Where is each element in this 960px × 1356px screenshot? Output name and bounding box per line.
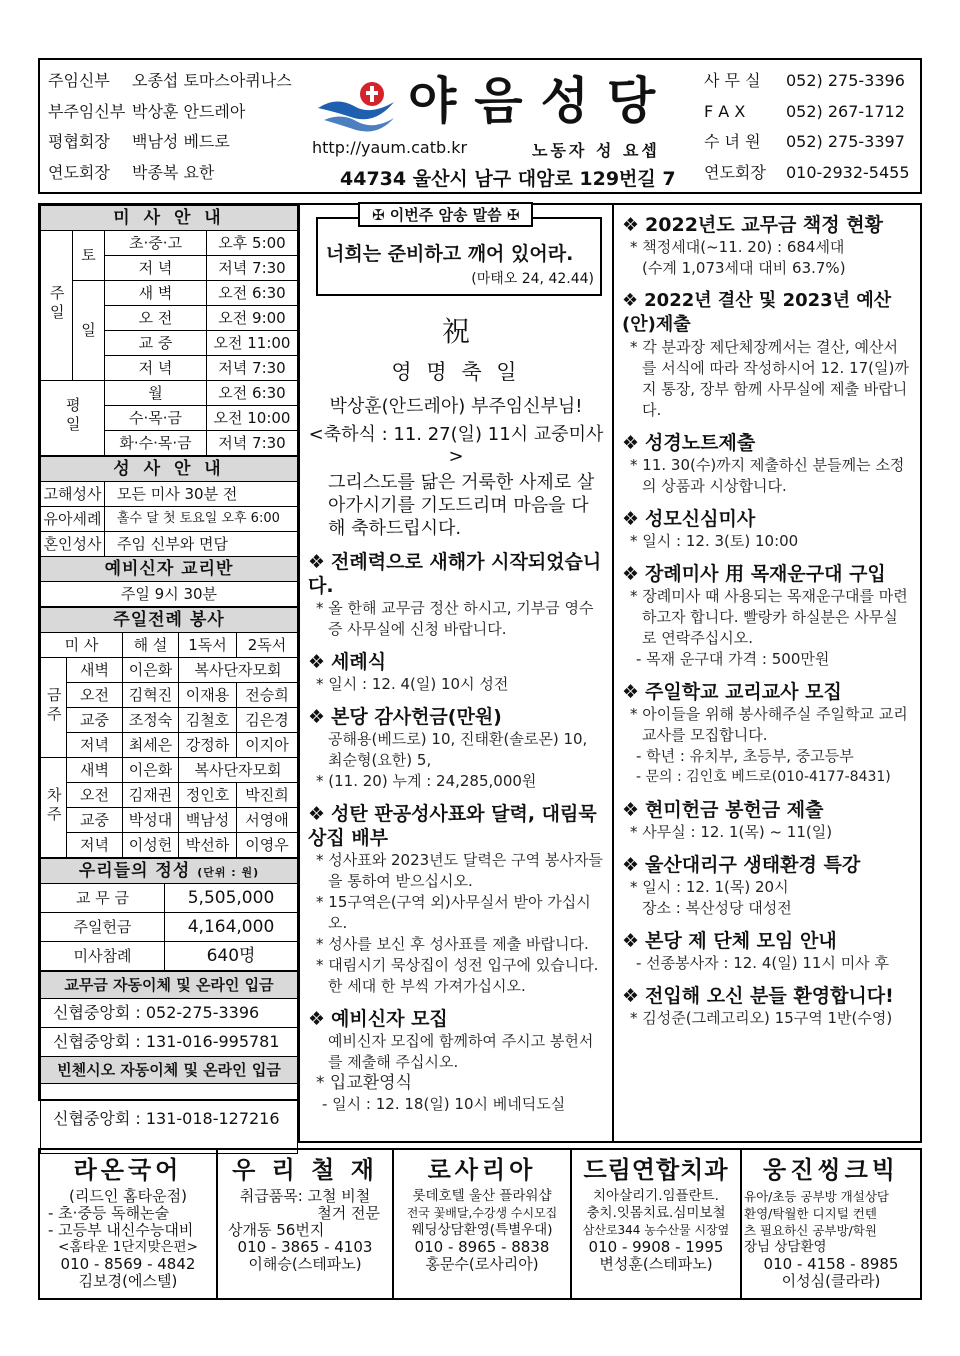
ad-box[interactable] bbox=[572, 1150, 742, 1298]
verse-source: (마태오 24, 42.44) bbox=[471, 271, 594, 287]
service-header: 1독서 bbox=[179, 633, 237, 658]
contact-value: 052) 267-1712 bbox=[786, 101, 905, 121]
mass-table bbox=[40, 205, 298, 456]
sat-label: 토 bbox=[73, 231, 105, 281]
mass-who: 초·중·고 bbox=[105, 231, 207, 256]
notice-item: * 책정세대(~11. 20) : 684세대 bbox=[630, 238, 845, 256]
section-title: ❖ 2022년 결산 및 2023년 예산(안)제출 bbox=[622, 290, 892, 335]
ad-contact: 이해승(스테파노) bbox=[248, 1255, 362, 1273]
notice-item: - 학년 : 유치부, 초등부, 중고등부 bbox=[636, 747, 854, 765]
notice-item: 공해용(베드로) 10, 진태환(솔로몬) 10, 최순형(요한) 5, bbox=[328, 730, 588, 769]
section-title: ❖ 주일학교 교리교사 모집 bbox=[622, 681, 842, 703]
accounts-title-2: 빈첸시오 자동이체 및 온라인 입금 bbox=[41, 1057, 298, 1084]
celebration-body: 그리스도를 닮은 거룩한 사제로 살아가시기를 기도드리며 마음을 다해 축하드립시다. bbox=[328, 472, 595, 539]
person-name: 박종복 요한 bbox=[132, 162, 215, 182]
ad-box[interactable] bbox=[394, 1150, 572, 1298]
offering-value: 4,164,000 bbox=[165, 913, 298, 942]
offering-key: 주일헌금 bbox=[41, 913, 165, 942]
middle-column bbox=[298, 203, 614, 1143]
section-title: ❖ 예비신자 모집 bbox=[308, 1008, 448, 1030]
section-title: ❖ 2022년도 교무금 책정 현황 bbox=[622, 214, 883, 236]
mass-who: 저 녁 bbox=[105, 256, 207, 281]
diamond-icon: ❖ bbox=[622, 985, 640, 1007]
notice-item: * 성사표와 2023년도 달력은 구역 봉사자들을 통하여 받으십시오. bbox=[316, 851, 603, 890]
service-table bbox=[40, 607, 298, 858]
catechumen-time: 주일 9시 30분 bbox=[41, 582, 298, 607]
ad-line: 환영/탁월한 디지털 컨텐 bbox=[744, 1206, 877, 1221]
service-reader: 이재용 bbox=[179, 683, 237, 708]
celebration-title: 영 명 축 일 bbox=[391, 360, 521, 384]
diamond-icon: ❖ bbox=[622, 854, 640, 876]
ad-line: - 고등부 내신수능대비 bbox=[48, 1221, 194, 1239]
section-title: ❖ 세례식 bbox=[308, 651, 387, 673]
mass-time: 저녁 7:30 bbox=[207, 356, 298, 381]
service-header: 미 사 bbox=[41, 633, 123, 658]
service-mass: 오전 bbox=[67, 783, 123, 808]
service-mass: 저녁 bbox=[67, 733, 123, 758]
ads-row bbox=[38, 1148, 922, 1300]
section-title: ❖ 성경노트제출 bbox=[622, 432, 756, 454]
ad-box[interactable] bbox=[40, 1150, 218, 1298]
role: 연도회장 bbox=[48, 162, 110, 182]
diamond-icon: ❖ bbox=[622, 214, 640, 236]
notice-item: * 일시 : 12. 3(토) 10:00 bbox=[630, 532, 799, 550]
service-commentator: 이성헌 bbox=[123, 833, 179, 858]
ad-phone: 010 - 8569 - 4842 bbox=[60, 1255, 196, 1273]
celebration-mass: <축하식 : 11. 27(일) 11시 교중미사> bbox=[308, 424, 604, 467]
service-reader: 서영애 bbox=[237, 808, 298, 833]
service-reader: 복사단자모회 bbox=[179, 658, 298, 683]
section-title: ❖ 성탄 판공성사표와 달력, 대림묵상집 배부 bbox=[308, 803, 597, 849]
notice-item: * 각 분과장 제단체장께서는 결산, 예산서를 서식에 따라 작성하시어 12. 17(일)까지 통장, 장부 함께 사무실에 제출 바랍니다. bbox=[630, 338, 909, 419]
ad-phone: 010 - 3865 - 4103 bbox=[237, 1238, 373, 1256]
service-commentator: 이은화 bbox=[123, 658, 179, 683]
offering-unit: (단위 : 원) bbox=[197, 865, 260, 879]
service-commentator: 김재권 bbox=[123, 783, 179, 808]
notice-item: - 문의 : 김인호 베드로(010-4177-8431) bbox=[636, 769, 891, 785]
sacrament-value: 모든 미사 30분 전 bbox=[105, 482, 298, 507]
ad-line: 전국 꽃배달,수강생 수시모집 bbox=[406, 1206, 558, 1220]
offering-table bbox=[40, 858, 298, 971]
sun-label: 일 bbox=[73, 281, 105, 381]
notice-item: (수계 1,073세대 대비 63.7%) bbox=[642, 259, 846, 277]
diamond-icon: ❖ bbox=[622, 432, 640, 454]
mass-title: 미 사 안 내 bbox=[41, 206, 298, 231]
notice-item: * 아이들을 위해 봉사해주실 주일학교 교리교사를 모집합니다. bbox=[630, 705, 908, 744]
diamond-icon: ❖ bbox=[622, 930, 640, 952]
catechumen-title: 예비신자 교리반 bbox=[41, 557, 298, 582]
contact-label: 사 무 실 bbox=[704, 71, 761, 90]
service-commentator: 박성대 bbox=[123, 808, 179, 833]
offering-key: 교 무 금 bbox=[41, 884, 165, 913]
mass-who: 월 bbox=[105, 381, 207, 406]
service-reader: 강정하 bbox=[179, 733, 237, 758]
person-name: 오종섭 토마스아퀴나스 bbox=[132, 71, 292, 90]
celebration-name: 박상훈(안드레아) 부주임신부님! bbox=[329, 396, 583, 417]
service-reader: 김은경 bbox=[237, 708, 298, 733]
sacrament-table bbox=[40, 456, 298, 607]
service-commentator: 조정숙 bbox=[123, 708, 179, 733]
service-reader: 박선하 bbox=[179, 833, 237, 858]
left-column bbox=[38, 203, 298, 1128]
weekday-label: 평일 bbox=[41, 381, 105, 456]
diamond-icon: ❖ bbox=[622, 508, 640, 530]
offering-value: 5,505,000 bbox=[165, 884, 298, 913]
clergy-row bbox=[48, 127, 308, 158]
parish-address: 44734 울산시 남구 대암로 129번길 7 bbox=[340, 168, 676, 190]
person-name: 박상훈 안드레아 bbox=[132, 101, 246, 121]
clergy-row bbox=[48, 66, 308, 97]
mass-who: 수·목·금 bbox=[105, 406, 207, 431]
contact-label: F A X bbox=[704, 101, 746, 121]
section-title: ❖ 전례력으로 새해가 시작되었습니다. bbox=[308, 551, 602, 597]
ad-phone: 010 - 8965 - 8838 bbox=[414, 1238, 550, 1256]
ad-contact: 홍문수(로사리아) bbox=[425, 1255, 539, 1273]
accounts-table bbox=[40, 971, 298, 1154]
parish-url[interactable]: http://yaum.catb.kr bbox=[312, 138, 468, 157]
notice-item: * 사무실 : 12. 1(목) ~ 11(일) bbox=[630, 823, 833, 841]
ad-line: 장님 상담환영 bbox=[744, 1239, 827, 1255]
ad-contact: 이성심(클라라) bbox=[781, 1272, 881, 1290]
service-mass: 오전 bbox=[67, 683, 123, 708]
mass-who: 오 전 bbox=[105, 306, 207, 331]
service-title: 주일전례 봉사 bbox=[41, 608, 298, 633]
service-commentator: 최세은 bbox=[123, 733, 179, 758]
service-mass: 교중 bbox=[67, 708, 123, 733]
service-reader: 김철호 bbox=[179, 708, 237, 733]
ad-contact: 변성훈(스테파노) bbox=[599, 1255, 713, 1273]
sacrament-value: 홀수 달 첫 토요일 오후 6:00 bbox=[105, 507, 298, 532]
role: 평협회장 bbox=[48, 132, 110, 151]
service-reader: 박진희 bbox=[237, 783, 298, 808]
ad-box[interactable] bbox=[742, 1150, 920, 1298]
notice-subtitle: * 입교환영식 bbox=[316, 1073, 413, 1093]
ad-phone: 010 - 9908 - 1995 bbox=[588, 1238, 724, 1256]
person-name: 백남성 베드로 bbox=[132, 132, 230, 151]
notice-item: * 김성준(그레고리오) 15구역 1반(수영) bbox=[630, 1009, 893, 1027]
weekly-verse: 너희는 준비하고 깨어 있어라. bbox=[326, 243, 574, 265]
section-title: ❖ 본당 감사헌금(만원) bbox=[308, 706, 502, 728]
contact-label: 수 녀 원 bbox=[704, 132, 761, 151]
ad-line: 웨딩상담환영(특별우대) bbox=[411, 1222, 553, 1238]
ad-line: 유아/초등 공부방 개설상담 bbox=[744, 1189, 889, 1204]
ad-line: 삼산로344 농수산물 시장옆 bbox=[582, 1223, 730, 1237]
service-mass: 새벽 bbox=[67, 758, 123, 783]
clergy-row bbox=[48, 158, 308, 189]
notice-item: * 일시 : 12. 4(일) 10시 성전 bbox=[316, 675, 509, 693]
diamond-icon: ❖ bbox=[308, 551, 326, 573]
mass-who: 저 녁 bbox=[105, 356, 207, 381]
notice-item: * 장례미사 때 사용되는 목재운구대를 마련하고자 합니다. 빨랑카 하실분은 사무실로 연락주십시오. bbox=[630, 587, 908, 647]
sacrament-key: 유아세례 bbox=[41, 507, 105, 532]
parish-title: 야음성당 bbox=[408, 72, 674, 130]
role: 부주임신부 bbox=[48, 101, 126, 121]
header bbox=[38, 58, 922, 194]
ad-title: 드림연합치과 bbox=[583, 1156, 729, 1184]
notice-item: * 대림시기 묵상집이 성전 입구에 있습니다. 한 세대 한 부씩 가져가십시오. bbox=[316, 956, 599, 995]
service-header: 해 설 bbox=[123, 633, 179, 658]
diamond-icon: ❖ bbox=[622, 563, 640, 585]
celebration-icon: 祝 bbox=[441, 315, 470, 348]
mass-time: 저녁 7:30 bbox=[207, 256, 298, 281]
service-reader: 전승희 bbox=[237, 683, 298, 708]
contact-value: 052) 275-3396 bbox=[786, 71, 905, 90]
contact-row bbox=[704, 158, 918, 189]
patron-saint: 노동자 성 요셉 bbox=[532, 141, 660, 160]
ad-phone: 010 - 4158 - 8985 bbox=[763, 1255, 899, 1273]
sacrament-title: 성 사 안 내 bbox=[41, 457, 298, 482]
ad-line: - 초·중등 독해논술 bbox=[48, 1204, 170, 1222]
ad-line: 상개동 56번지 bbox=[228, 1221, 325, 1239]
ad-line: 츠 필요하신 공부방/학원 bbox=[744, 1223, 877, 1238]
ad-line: 취급품목: 고철 비철 bbox=[239, 1187, 371, 1205]
ad-line: 철거 전문 bbox=[317, 1204, 380, 1222]
notice-item: * 15구역은(구역 외)사무실서 받아 가십시오. bbox=[316, 893, 591, 932]
contact-label: 연도회장 bbox=[704, 162, 766, 182]
ad-line: (리드인 홈타운점) bbox=[69, 1187, 187, 1205]
diamond-icon: ❖ bbox=[622, 799, 640, 821]
ad-line: 충치.잇몸치료.심미보철 bbox=[586, 1205, 726, 1221]
account-line: 신협중앙회 : 052-275-3396 bbox=[41, 999, 298, 1028]
mass-who: 교 중 bbox=[105, 331, 207, 356]
notice-item: 예비신자 모집에 함께하여 주시고 봉헌서를 제출해 주십시오. bbox=[328, 1032, 594, 1071]
diamond-icon: ❖ bbox=[308, 1008, 326, 1030]
diamond-icon: ❖ bbox=[308, 706, 326, 728]
mass-time: 오전 6:30 bbox=[207, 381, 298, 406]
next-week-label: 차주 bbox=[41, 758, 67, 858]
notice-item: * 일시 : 12. 1(목) 20시 bbox=[630, 878, 789, 896]
notice-item: 장소 : 복산성당 대성전 bbox=[642, 899, 792, 917]
service-commentator: 이은화 bbox=[123, 758, 179, 783]
mass-who: 새 벽 bbox=[105, 281, 207, 306]
service-reader: 이영우 bbox=[237, 833, 298, 858]
parish-logo-icon bbox=[314, 78, 400, 136]
ad-title: 웅진씽크빅 bbox=[763, 1156, 899, 1184]
section-title: ❖ 장례미사 用 목재운구대 구입 bbox=[622, 563, 886, 585]
sunday-label: 주일 bbox=[41, 231, 73, 381]
sacrament-key: 고해성사 bbox=[41, 482, 105, 507]
diamond-icon: ❖ bbox=[622, 681, 640, 703]
account-line: 신협중앙회 : 131-018-127216 bbox=[41, 1084, 298, 1154]
weekly-verse-tab: ✠ 이번주 암송 말씀 ✠ bbox=[358, 202, 533, 227]
account-line: 신협중앙회 : 131-016-995781 bbox=[41, 1028, 298, 1057]
accounts-title-1: 교무금 자동이체 및 온라인 입금 bbox=[41, 972, 298, 999]
ad-title: 라온국어 bbox=[73, 1156, 183, 1184]
clergy-list bbox=[48, 66, 308, 188]
section-title: ❖ 현미헌금 봉헌금 제출 bbox=[622, 799, 824, 821]
ad-line: <홈타운 1단지맞은편> bbox=[58, 1239, 198, 1255]
service-mass: 새벽 bbox=[67, 658, 123, 683]
diamond-icon: ❖ bbox=[622, 290, 639, 311]
notice-item: - 목재 운구대 가격 : 500만원 bbox=[636, 650, 830, 668]
service-reader: 복사단자모회 bbox=[179, 758, 298, 783]
notice-item: - 선종봉사자 : 12. 4(일) 11시 미사 후 bbox=[636, 954, 889, 972]
ad-line: 치아살리기.임플란트. bbox=[593, 1188, 719, 1204]
mass-who: 화·수·목·금 bbox=[105, 431, 207, 456]
offering-key: 미사참례 bbox=[41, 942, 165, 971]
service-reader: 백남성 bbox=[179, 808, 237, 833]
role: 주임신부 bbox=[48, 71, 110, 90]
service-reader: 정인호 bbox=[179, 783, 237, 808]
notice-item: * (11. 20) 누계 : 24,285,000원 bbox=[316, 772, 537, 790]
sacrament-value: 주임 신부와 면담 bbox=[105, 532, 298, 557]
service-mass: 교중 bbox=[67, 808, 123, 833]
contact-row bbox=[704, 127, 918, 158]
mass-time: 오후 5:00 bbox=[207, 231, 298, 256]
section-title: ❖ 본당 제 단체 모임 안내 bbox=[622, 930, 837, 952]
service-commentator: 김혁진 bbox=[123, 683, 179, 708]
contact-row bbox=[704, 97, 918, 128]
offering-value: 640명 bbox=[165, 942, 298, 971]
mass-time: 오전 6:30 bbox=[207, 281, 298, 306]
right-column bbox=[614, 203, 922, 1143]
contact-list bbox=[704, 66, 918, 188]
ad-line: 롯데호텔 울산 플라워샵 bbox=[412, 1188, 552, 1204]
contact-value: 052) 275-3397 bbox=[786, 132, 905, 151]
section-title: ❖ 전입해 오신 분들 환영합니다! bbox=[622, 985, 894, 1007]
diamond-icon: ❖ bbox=[308, 651, 326, 673]
clergy-row bbox=[48, 97, 308, 128]
service-reader: 이지아 bbox=[237, 733, 298, 758]
diamond-icon: ❖ bbox=[308, 803, 326, 825]
notice-item: * 성사를 보신 후 성사표를 제출 바랍니다. bbox=[316, 935, 589, 953]
ad-contact: 김보경(에스텔) bbox=[78, 1272, 178, 1290]
notice-item: * 11. 30(수)까지 제출하신 분들께는 소정의 상품과 시상합니다. bbox=[630, 456, 905, 495]
ad-title: 로사리아 bbox=[427, 1156, 537, 1184]
mass-time: 오전 10:00 bbox=[207, 406, 298, 431]
contact-row bbox=[704, 66, 918, 97]
ad-box[interactable] bbox=[218, 1150, 394, 1298]
notice-item: - 일시 : 12. 18(일) 10시 베네딕도실 bbox=[322, 1095, 566, 1113]
section-title: ❖ 성모신심미사 bbox=[622, 508, 756, 530]
mass-time: 저녁 7:30 bbox=[207, 431, 298, 456]
notice-item: * 올 한해 교무금 정산 하시고, 기부금 영수증 사무실에 신청 바랍니다. bbox=[316, 599, 594, 638]
section-title: ❖ 울산대리구 생태환경 특강 bbox=[622, 854, 861, 876]
sacrament-key: 혼인성사 bbox=[41, 532, 105, 557]
mass-time: 오전 11:00 bbox=[207, 331, 298, 356]
weekly-verse-box bbox=[316, 206, 602, 296]
contact-value: 010-2932-5455 bbox=[786, 162, 910, 182]
ad-title: 우 리 철 재 bbox=[232, 1156, 378, 1184]
offering-title: 우리들의 정성 (단위 : 원) bbox=[41, 859, 298, 884]
this-week-label: 금주 bbox=[41, 658, 67, 758]
service-mass: 저녁 bbox=[67, 833, 123, 858]
service-header: 2독서 bbox=[237, 633, 298, 658]
mass-time: 오전 9:00 bbox=[207, 306, 298, 331]
